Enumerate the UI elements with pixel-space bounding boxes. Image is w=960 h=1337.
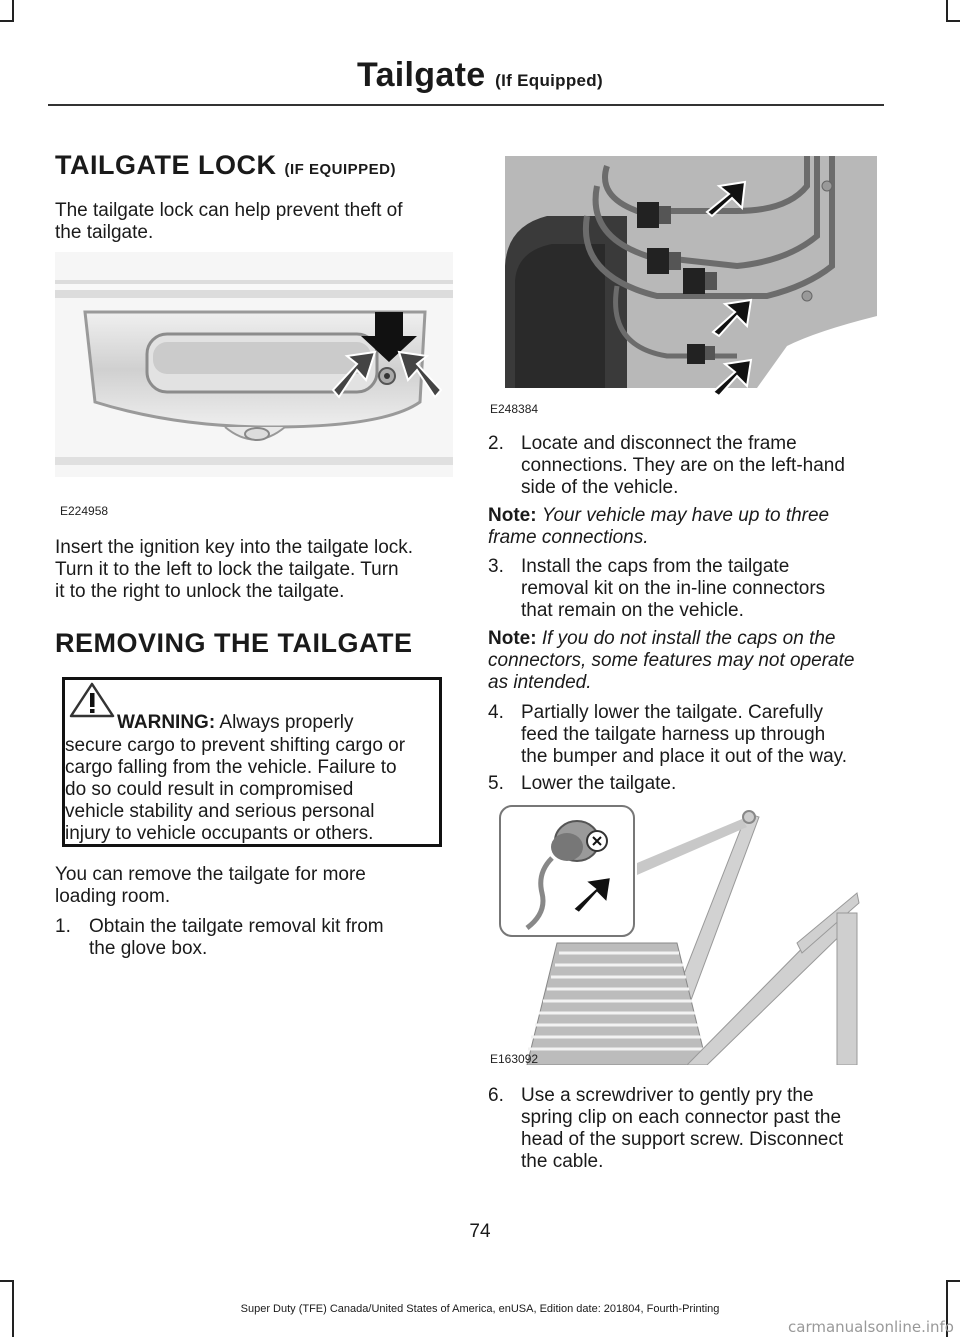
step-2-line: connections. They are on the left-hand xyxy=(521,455,845,476)
step-6-line: spring clip on each connector past the xyxy=(521,1107,842,1128)
step-3-line: Install the caps from the tailgate xyxy=(521,556,790,577)
step-4-line: the bumper and place it out of the way. xyxy=(521,746,848,767)
step-2-line: side of the vehicle. xyxy=(521,477,679,498)
warning-label: WARNING: xyxy=(117,712,216,733)
warning-text-line: vehicle stability and serious personal xyxy=(65,801,375,822)
tailgate-cable-figure xyxy=(497,803,863,1065)
note-label: Note: xyxy=(488,505,537,526)
warning-text: Always properly xyxy=(219,712,354,733)
warning-first-line xyxy=(117,712,354,734)
page-header-title xyxy=(0,56,960,95)
crop-mark-bottom-right-h xyxy=(946,1280,960,1282)
step-4-text xyxy=(521,702,847,768)
note-frame-connections xyxy=(488,505,829,549)
figure-id-e224958: E224958 xyxy=(60,504,109,518)
removing-tailgate-heading: REMOVING THE TAILGATE xyxy=(55,628,413,658)
lock-intro-paragraph xyxy=(55,200,403,244)
lock-instructions-paragraph xyxy=(55,537,413,603)
crop-mark-bottom-left-h xyxy=(0,1280,14,1282)
edition-line: Super Duty (TFE) Canada/United States of America, enUSA, Edition date: 201804, Fourth-Printing xyxy=(240,1303,720,1315)
step-6-line: head of the support screw. Disconnect xyxy=(521,1129,844,1150)
lock-intro-line: The tailgate lock can help prevent theft of xyxy=(55,200,403,221)
step-6-line: the cable. xyxy=(521,1151,604,1172)
removing-intro-paragraph xyxy=(55,864,366,908)
step-3-line: removal kit on the in-line connectors xyxy=(521,578,826,599)
step-4-line: Partially lower the tailgate. Carefully xyxy=(521,702,824,723)
header-title-text: Tailgate xyxy=(357,56,486,94)
warning-text-line: injury to vehicle occupants or others. xyxy=(65,823,374,844)
step-4-line: feed the tailgate harness up through xyxy=(521,724,826,745)
step-2-line: Locate and disconnect the frame xyxy=(521,433,797,454)
watermark: carmanualsonline.info xyxy=(788,1318,954,1336)
figure-id-e163092: E163092 xyxy=(490,1052,539,1066)
tailgate-lock-heading-text: TAILGATE LOCK xyxy=(55,150,277,180)
step-6-number: 6. xyxy=(488,1085,504,1106)
figure-id-e248384: E248384 xyxy=(490,402,539,416)
frame-connections-illustration xyxy=(487,156,883,414)
note-text: as intended. xyxy=(488,672,592,693)
note-text: frame connections. xyxy=(488,527,649,548)
step-3-number: 3. xyxy=(488,556,504,577)
page-number: 74 xyxy=(469,1221,491,1242)
note-caps xyxy=(488,628,888,694)
frame-connections-figure xyxy=(487,156,883,414)
step-6-line: Use a screwdriver to gently pry the xyxy=(521,1085,814,1106)
lock-intro-line: the tailgate. xyxy=(55,222,154,243)
step-1-text xyxy=(89,916,384,960)
warning-box xyxy=(62,677,442,847)
step-6-text xyxy=(521,1085,843,1173)
warning-text-line: secure cargo to prevent shifting cargo or xyxy=(65,735,406,756)
note-text: connectors, some features may not operate xyxy=(488,650,855,671)
step-1-line: Obtain the tailgate removal kit from xyxy=(89,916,384,937)
step-5-text: Lower the tailgate. xyxy=(521,773,677,794)
lock-instruction-line: it to the right to unlock the tailgate. xyxy=(55,581,345,602)
step-3-line: that remain on the vehicle. xyxy=(521,600,744,621)
crop-mark-top-right-v xyxy=(946,0,948,22)
step-3-text xyxy=(521,556,825,622)
warning-text-line: cargo falling from the vehicle. Failure to xyxy=(65,757,397,778)
tailgate-handle-illustration xyxy=(55,252,453,524)
crop-mark-top-left-v xyxy=(12,0,14,22)
tailgate-cable-illustration xyxy=(497,803,863,1065)
lock-instruction-line: Turn it to the left to lock the tailgate. Turn xyxy=(55,559,399,580)
lock-instruction-line: Insert the ignition key into the tailgate lock. xyxy=(55,537,414,558)
step-1-number: 1. xyxy=(55,916,71,937)
step-5-number: 5. xyxy=(488,773,504,794)
step-2-text xyxy=(521,433,845,499)
crop-mark-top-left-h xyxy=(0,20,14,22)
tailgate-lock-heading-qualifier: (IF EQUIPPED) xyxy=(284,161,397,178)
step-1-line: the glove box. xyxy=(89,938,208,959)
removing-intro-line: loading room. xyxy=(55,886,171,907)
warning-text-line: do so could result in compromised xyxy=(65,779,354,800)
header-qualifier: (If Equipped) xyxy=(495,71,603,90)
header-rule xyxy=(48,104,884,106)
crop-mark-top-right-h xyxy=(946,20,960,22)
warning-triangle-icon xyxy=(67,680,117,720)
tailgate-lock-heading xyxy=(55,150,396,181)
removing-intro-line: You can remove the tailgate for more xyxy=(55,864,366,885)
step-4-number: 4. xyxy=(488,702,504,723)
note-text: Your vehicle may have up to three xyxy=(541,505,830,526)
note-text: If you do not install the caps on the xyxy=(541,628,836,649)
tailgate-lock-figure xyxy=(55,252,453,524)
step-2-number: 2. xyxy=(488,433,504,454)
note-label: Note: xyxy=(488,628,537,649)
warning-body xyxy=(65,735,440,845)
